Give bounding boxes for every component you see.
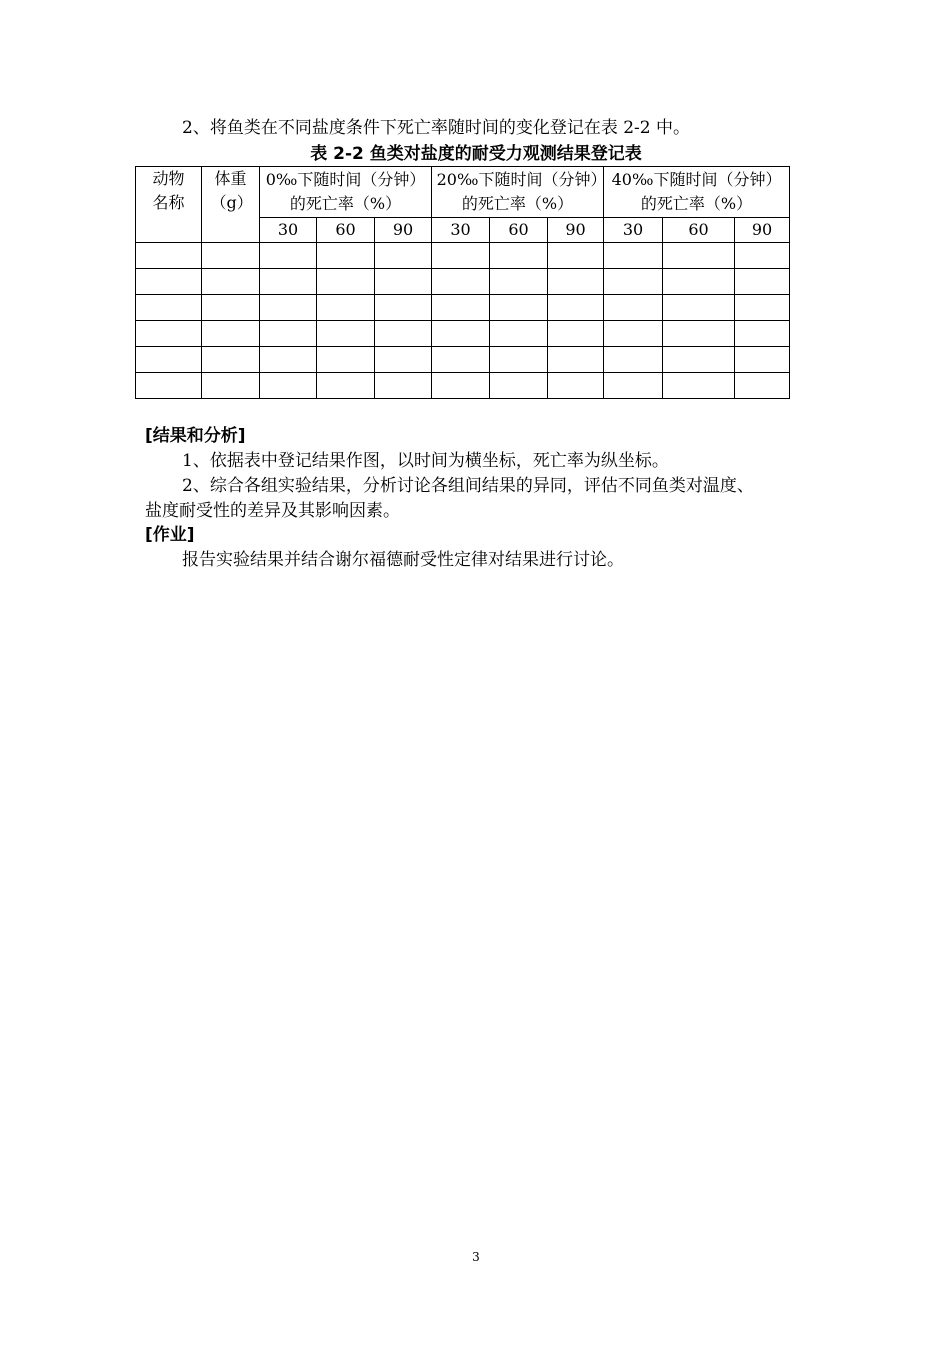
intro-line: 2、将鱼类在不同盐度条件下死亡率随时间的变化登记在表 2-2 中。	[182, 118, 690, 138]
table-cell	[735, 269, 790, 295]
table-cell	[317, 373, 375, 399]
table-cell	[548, 295, 604, 321]
time-point-cell: 90	[735, 218, 790, 243]
table-cell	[548, 243, 604, 269]
table-cell	[490, 295, 548, 321]
table-cell	[548, 269, 604, 295]
table-cell	[663, 295, 735, 321]
table-caption: 表 2-2 鱼类对盐度的耐受力观测结果登记表	[310, 144, 642, 164]
table-cell	[735, 243, 790, 269]
table-cell	[260, 373, 317, 399]
results-item-2-line-1: 2、综合各组实验结果，分析讨论各组间结果的异同，评估不同鱼类对温度、	[182, 476, 754, 496]
time-point-cell: 60	[317, 218, 375, 243]
table-cell	[202, 373, 260, 399]
table-cell	[375, 269, 432, 295]
table-cell	[260, 321, 317, 347]
table-cell	[663, 373, 735, 399]
table-cell	[136, 373, 202, 399]
table-cell	[548, 321, 604, 347]
homework-heading: [作业]	[145, 525, 195, 545]
time-point-cell: 30	[260, 218, 317, 243]
table-row	[136, 373, 790, 399]
results-heading: [结果和分析]	[145, 426, 246, 446]
table-cell	[432, 347, 490, 373]
table-cell	[548, 373, 604, 399]
table-cell	[375, 321, 432, 347]
table-cell	[432, 269, 490, 295]
table-cell	[604, 295, 663, 321]
table-cell	[663, 269, 735, 295]
table-cell	[260, 243, 317, 269]
table-cell	[202, 347, 260, 373]
table-cell	[202, 269, 260, 295]
header-group-40: 40‰下随时间（分钟）的死亡率（%）	[604, 167, 790, 218]
header-weight: 体重（g）	[202, 167, 260, 243]
table-cell	[136, 321, 202, 347]
table-cell	[490, 373, 548, 399]
table-cell	[317, 243, 375, 269]
time-point-cell: 60	[490, 218, 548, 243]
table-cell	[735, 373, 790, 399]
table-cell	[432, 373, 490, 399]
time-point-cell: 30	[604, 218, 663, 243]
registration-table	[135, 166, 790, 399]
table-cell	[136, 269, 202, 295]
table-row	[136, 321, 790, 347]
header-animal-name: 动物名称	[136, 167, 202, 243]
page-number: 3	[472, 1250, 480, 1264]
table-cell	[375, 373, 432, 399]
homework-text: 报告实验结果并结合谢尔福德耐受性定律对结果进行讨论。	[182, 550, 624, 570]
table-cell	[375, 295, 432, 321]
time-point-cell: 90	[375, 218, 432, 243]
table-cell	[317, 269, 375, 295]
table-cell	[432, 321, 490, 347]
table-cell	[604, 243, 663, 269]
table-cell	[548, 347, 604, 373]
table-cell	[432, 295, 490, 321]
table-cell	[663, 321, 735, 347]
table-cell	[317, 347, 375, 373]
table-cell	[490, 269, 548, 295]
table-cell	[260, 347, 317, 373]
table-cell	[604, 347, 663, 373]
table-cell	[490, 321, 548, 347]
table-cell	[490, 347, 548, 373]
table-cell	[202, 243, 260, 269]
table-cell	[317, 321, 375, 347]
table-cell	[735, 347, 790, 373]
table-cell	[663, 347, 735, 373]
table-cell	[663, 243, 735, 269]
time-point-cell: 90	[548, 218, 604, 243]
table-row	[136, 269, 790, 295]
table-cell	[432, 243, 490, 269]
table-cell	[490, 243, 548, 269]
table-cell	[604, 269, 663, 295]
table-cell	[604, 321, 663, 347]
results-item-1: 1、依据表中登记结果作图，以时间为横坐标，死亡率为纵坐标。	[182, 451, 669, 471]
time-point-cell: 60	[663, 218, 735, 243]
header-group-0: 0‰下随时间（分钟）的死亡率（%）	[260, 167, 432, 218]
table-cell	[202, 321, 260, 347]
table-cell	[735, 321, 790, 347]
table-row	[136, 295, 790, 321]
table-cell	[260, 295, 317, 321]
table-cell	[604, 373, 663, 399]
table-row	[136, 347, 790, 373]
table-cell	[260, 269, 317, 295]
table-row	[136, 243, 790, 269]
results-item-2-line-2: 盐度耐受性的差异及其影响因素。	[145, 501, 400, 521]
table-cell	[375, 347, 432, 373]
time-point-cell: 30	[432, 218, 490, 243]
table-cell	[136, 243, 202, 269]
table-cell	[136, 295, 202, 321]
table-cell	[136, 347, 202, 373]
table-cell	[375, 243, 432, 269]
table-cell	[317, 295, 375, 321]
table-cell	[202, 295, 260, 321]
header-group-20: 20‰下随时间（分钟）的死亡率（%）	[432, 167, 604, 218]
table-cell	[735, 295, 790, 321]
